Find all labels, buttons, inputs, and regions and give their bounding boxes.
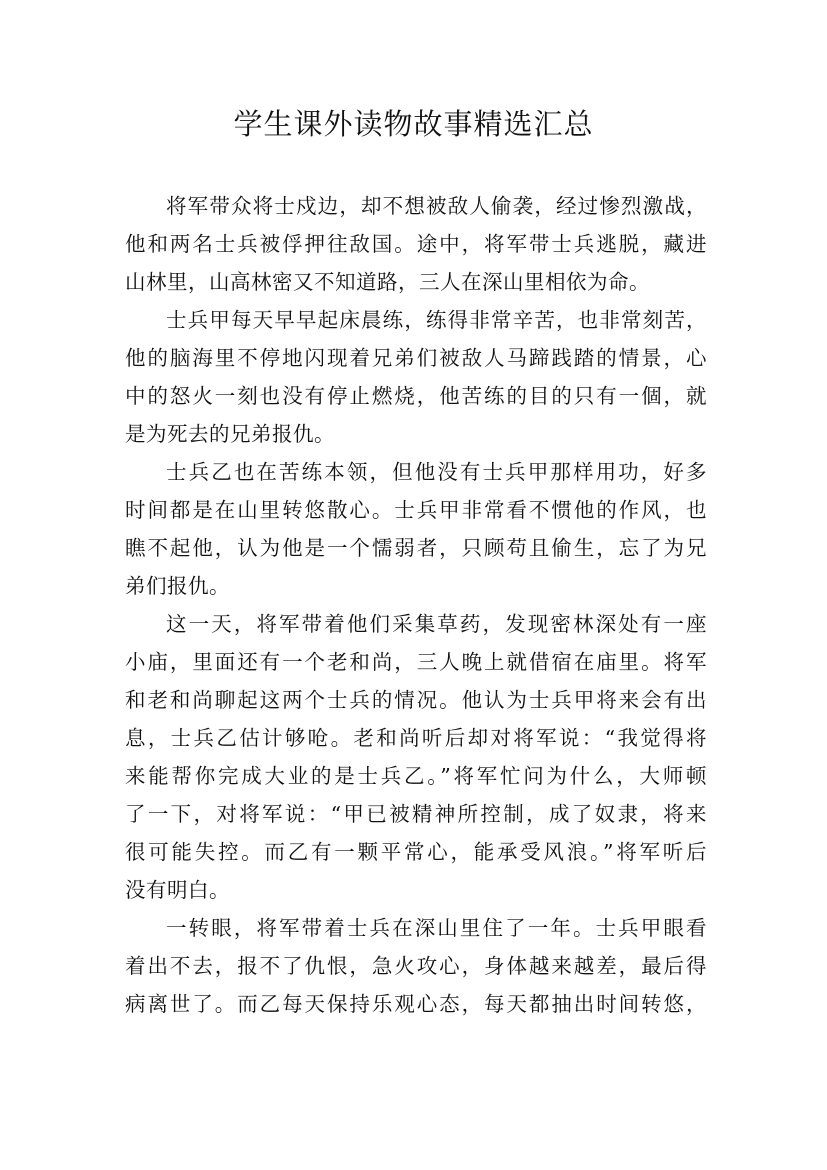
- text-line: 是为死去的兄弟报仇。: [125, 422, 335, 446]
- text-line: 他的脑海里不停地闪现着兄弟们被敌人马蹄践踏的情景，心: [125, 346, 707, 370]
- document-body: [125, 187, 707, 1023]
- text-line: 弟们报仇。: [125, 574, 230, 598]
- paragraph: [125, 187, 707, 301]
- paragraph: [125, 301, 707, 453]
- text-line: 小庙，里面还有一个老和尚，三人晚上就借宿在庙里。将军: [125, 650, 707, 674]
- text-line: 山林里，山高林密又不知道路，三人在深山里相依为命。: [125, 270, 650, 294]
- text-line: 一转眼，将军带着士兵在深山里住了一年。士兵甲眼看: [166, 916, 707, 940]
- text-line: 来能帮你完成大业的是士兵乙。”将军忙问为什么，大师顿: [125, 764, 707, 788]
- text-line: 时间都是在山里转悠散心。士兵甲非常看不惯他的作风，也: [125, 498, 707, 522]
- text-line: 他和两名士兵被俘押往敌国。途中，将军带士兵逃脱，藏进: [125, 232, 707, 256]
- text-line: 着出不去，报不了仇恨，急火攻心，身体越来越差，最后得: [125, 954, 707, 978]
- text-line: 病离世了。而乙每天保持乐观心态，每天都抽出时间转悠，: [125, 992, 707, 1016]
- text-line: 士兵甲每天早早起床晨练，练得非常辛苦，也非常刻苦，: [166, 308, 707, 332]
- text-line: 瞧不起他，认为他是一个懦弱者，只顾苟且偷生，忘了为兄: [125, 536, 707, 560]
- document-title: 学生课外读物故事精选汇总: [233, 107, 594, 141]
- text-line: 这一天，将军带着他们采集草药，发现密林深处有一座: [166, 612, 707, 636]
- text-line: 和老和尚聊起这两个士兵的情况。他认为士兵甲将来会有出: [125, 688, 707, 712]
- text-line: 了一下，对将军说：“甲已被精神所控制，成了奴隶，将来: [125, 802, 707, 826]
- paragraph: [125, 453, 707, 605]
- text-line: 没有明白。: [125, 878, 230, 902]
- text-line: 中的怒火一刻也没有停止燃烧，他苦练的目的只有一個，就: [125, 384, 707, 408]
- paragraph: [125, 909, 707, 1023]
- text-line: 将军带众将士戍边，却不想被敌人偷袭，经过惨烈激战，: [166, 194, 707, 218]
- paragraph: [125, 605, 707, 909]
- text-line: 士兵乙也在苦练本领，但他没有士兵甲那样用功，好多: [166, 460, 707, 484]
- text-line: 很可能失控。而乙有一颗平常心，能承受风浪。”将军听后: [125, 840, 707, 864]
- text-line: 息，士兵乙估计够呛。老和尚听后却对将军说：“我觉得将: [125, 726, 707, 750]
